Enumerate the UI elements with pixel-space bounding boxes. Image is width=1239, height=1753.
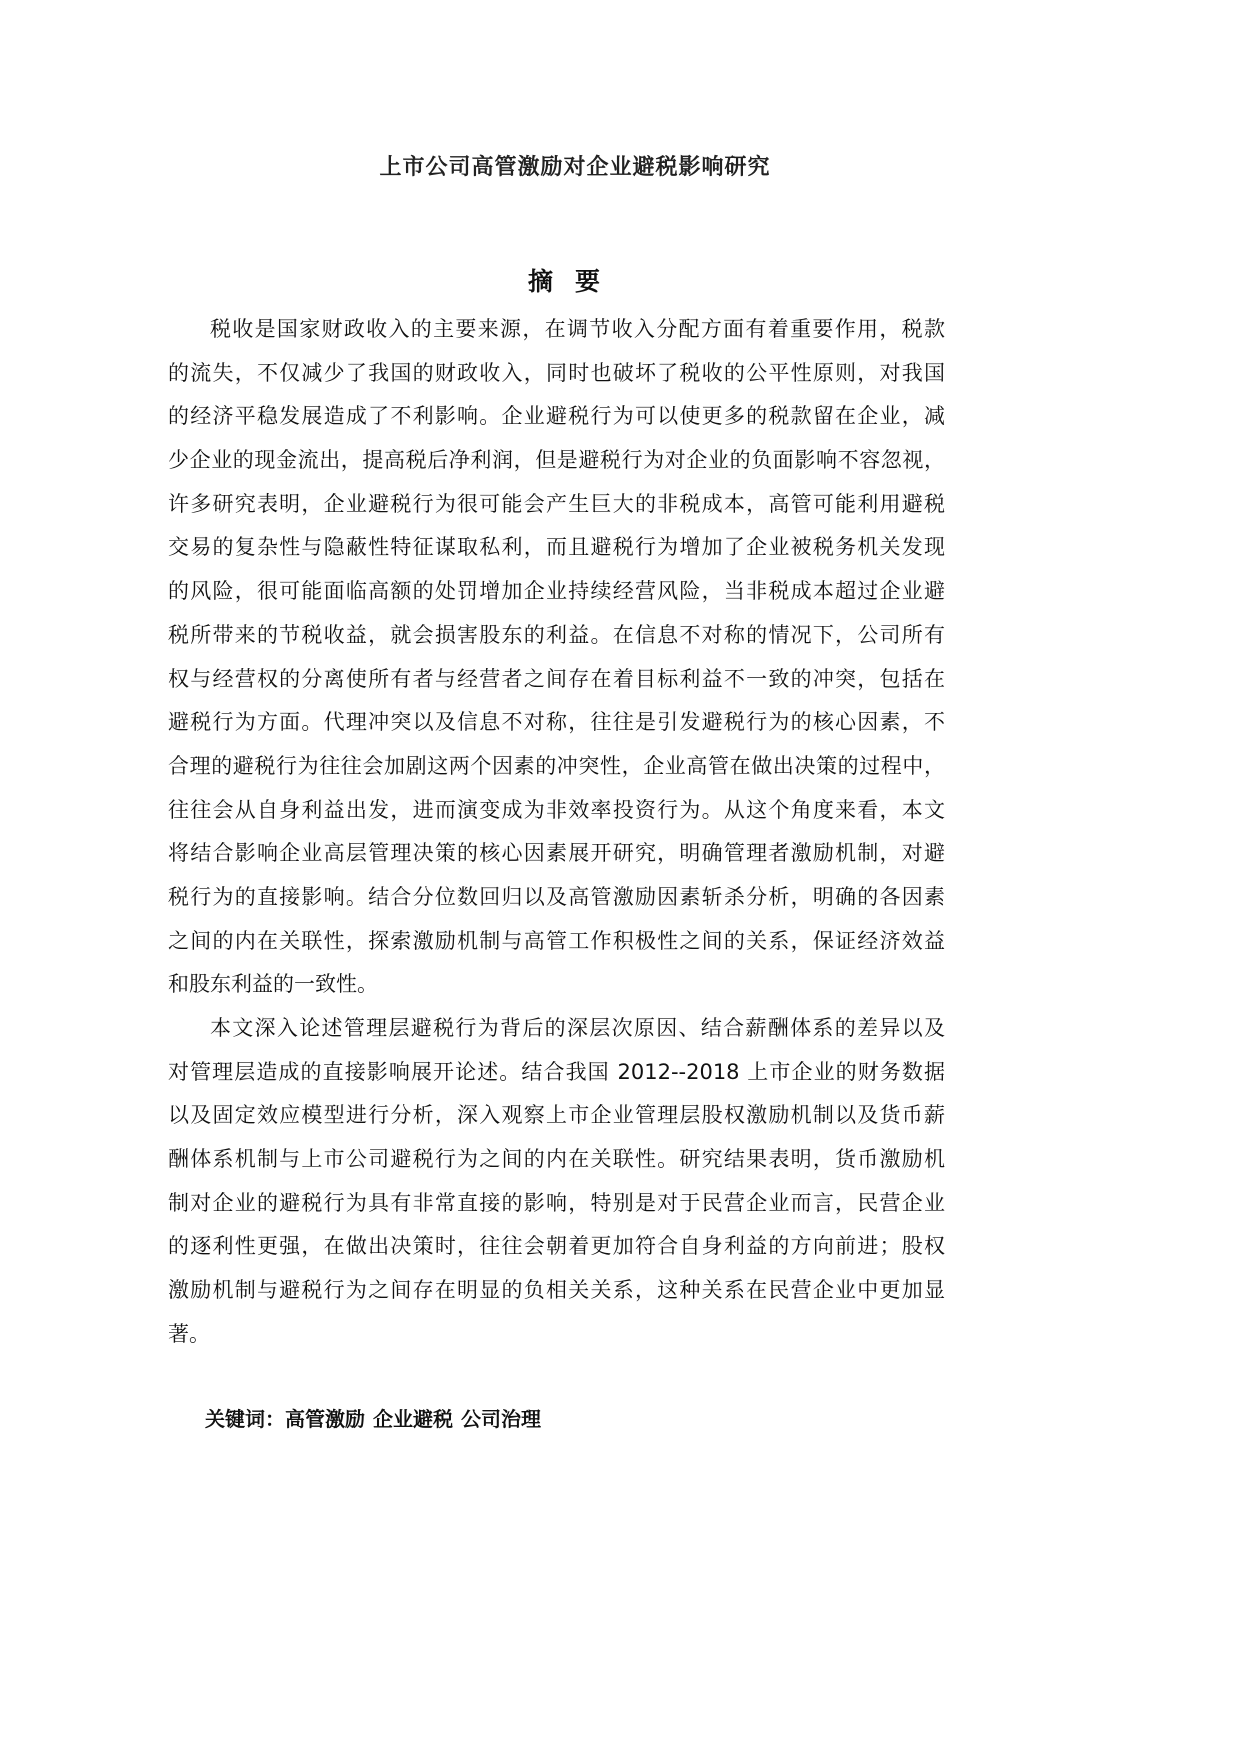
text-line: 的经济平稳发展造成了不利影响。企业避税行为可以使更多的税款留在企业，减 (168, 404, 945, 429)
text-line: 的流失，不仅减少了我国的财政收入，同时也破坏了税收的公平性原则，对我国 (168, 360, 945, 385)
text-line: 本文深入论述管理层避税行为背后的深层次原因、结合薪酬体系的差异以及 (210, 1016, 945, 1040)
keywords-label: 关键词： (205, 1407, 285, 1431)
keywords (205, 1403, 549, 1432)
text-line: 许多研究表明，企业避税行为很可能会产生巨大的非税成本，高管可能利用避税 (168, 491, 945, 516)
abstract-paragraph-2 (168, 1007, 945, 1357)
keyword: 企业避税 (373, 1407, 453, 1431)
text-line: 制对企业的避税行为具有非常直接的影响，特别是对于民营企业而言，民营企业 (168, 1190, 945, 1215)
text-line: 合理的避税行为往往会加剧这两个因素的冲突性，企业高管在做出决策的过程中， (168, 753, 945, 778)
text-line: 对管理层造成的直接影响展开论述。结合我国 2012--2018 上市企业的财务数据 (168, 1059, 945, 1084)
text-line: 酬体系机制与上市公司避税行为之间的内在关联性。研究结果表明，货币激励机 (168, 1147, 945, 1172)
document-title: 上市公司高管激励对企业避税影响研究 (379, 155, 771, 180)
text-line: 权与经营权的分离使所有者与经营者之间存在着目标利益不一致的冲突，包括在 (168, 666, 945, 691)
keyword: 高管激励 (285, 1407, 365, 1431)
text-line: 避税行为方面。代理冲突以及信息不对称，往往是引发避税行为的核心因素，不 (168, 710, 945, 735)
text-line: 税所带来的节税收益，就会损害股东的利益。在信息不对称的情况下，公司所有 (168, 622, 945, 647)
text-line: 税收是国家财政收入的主要来源，在调节收入分配方面有着重要作用，税款 (210, 317, 945, 341)
text-line: 激励机制与避税行为之间存在明显的负相关关系，这种关系在民营企业中更加显 (168, 1278, 945, 1303)
text-line: 交易的复杂性与隐蔽性特征谋取私利，而且避税行为增加了企业被税务机关发现 (168, 535, 945, 560)
abstract-heading: 摘要 (527, 267, 622, 296)
text-line: 著。 (168, 1321, 210, 1346)
text-line: 以及固定效应模型进行分析，深入观察上市企业管理层股权激励机制以及货币薪 (168, 1103, 945, 1128)
text-line: 税行为的直接影响。结合分位数回归以及高管激励因素斩杀分析，明确的各因素 (168, 884, 945, 909)
text-line: 之间的内在关联性，探索激励机制与高管工作积极性之间的关系，保证经济效益 (168, 928, 945, 953)
abstract-paragraph-1 (168, 308, 945, 1007)
text-line: 少企业的现金流出，提高税后净利润，但是避税行为对企业的负面影响不容忽视， (168, 448, 945, 473)
text-line: 的风险，很可能面临高额的处罚增加企业持续经营风险，当非税成本超过企业避 (168, 579, 945, 604)
text-line: 的逐利性更强，在做出决策时，往往会朝着更加符合自身利益的方向前进；股权 (168, 1234, 945, 1259)
text-line: 和股东利益的一致性。 (168, 972, 378, 997)
keyword: 公司治理 (461, 1407, 541, 1431)
text-line: 将结合影响企业高层管理决策的核心因素展开研究，明确管理者激励机制，对避 (168, 841, 945, 866)
text-line: 往往会从自身利益出发，进而演变成为非效率投资行为。从这个角度来看，本文 (168, 797, 945, 822)
